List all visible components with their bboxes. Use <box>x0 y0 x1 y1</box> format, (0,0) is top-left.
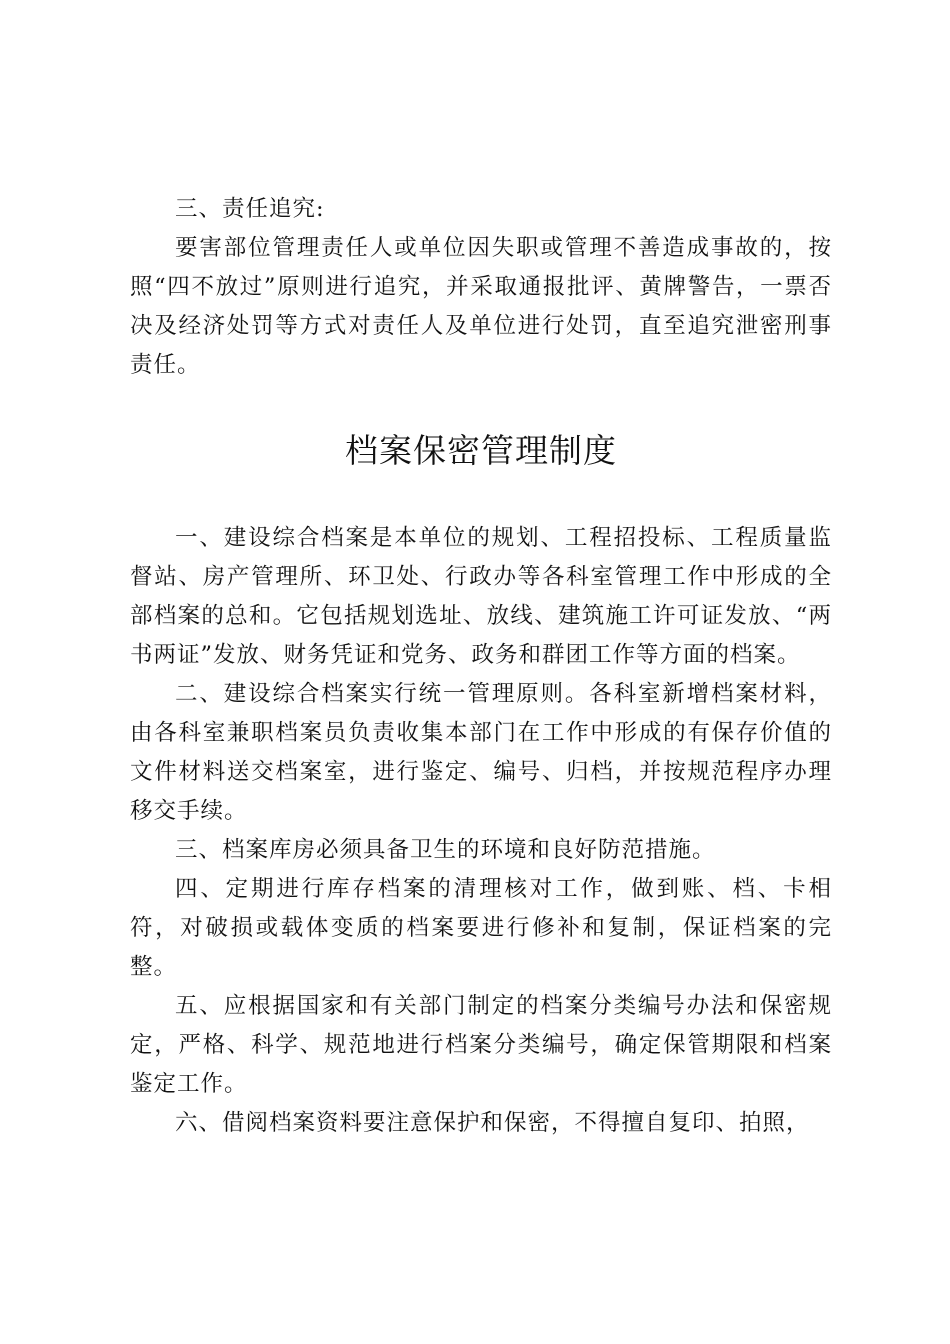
clause-3: 三、档案库房必须具备卫生的环境和良好防范措施。 <box>175 837 716 863</box>
clause-5: 五、应根据国家和有关部门制定的档案分类编号办法和保密规定，严格、科学、规范地进行档案分类编号，确定保管期限和档案鉴定工作。 <box>130 993 832 1097</box>
accountability-paragraph: 要害部位管理责任人或单位因失职或管理不善造成事故的，按照“四不放过”原则进行追究，并采取通报批评、黄牌警告，一票否决及经济处罚等方式对责任人及单位进行处罚，直至追究泄密刑事责任。 <box>130 235 832 378</box>
document-content <box>130 190 832 1143</box>
clause-6: 六、借阅档案资料要注意保护和保密，不得擅自复印、拍照， <box>175 1110 810 1136</box>
clause-1: 一、建设综合档案是本单位的规划、工程招投标、工程质量监督站、房产管理所、环卫处、行政办等各科室管理工作中形成的全部档案的总和。它包括规划选址、放线、建筑施工许可证发放、“两书两证”发放、财务凭证和党务、政务和群团工作等方面的档案。 <box>130 525 832 668</box>
document-title: 档案保密管理制度 <box>345 431 617 470</box>
clause-4: 四、定期进行库存档案的清理核对工作，做到账、档、卡相符，对破损或载体变质的档案要进行修补和复制，保证档案的完整。 <box>130 876 832 980</box>
section-heading-accountability: 三、责任追究: <box>175 196 325 222</box>
clause-2: 二、建设综合档案实行统一管理原则。各科室新增档案材料，由各科室兼职档案员负责收集本部门在工作中形成的有保存价值的文件材料送交档案室，进行鉴定、编号、归档，并按规范程序办理移交手续。 <box>130 681 832 824</box>
